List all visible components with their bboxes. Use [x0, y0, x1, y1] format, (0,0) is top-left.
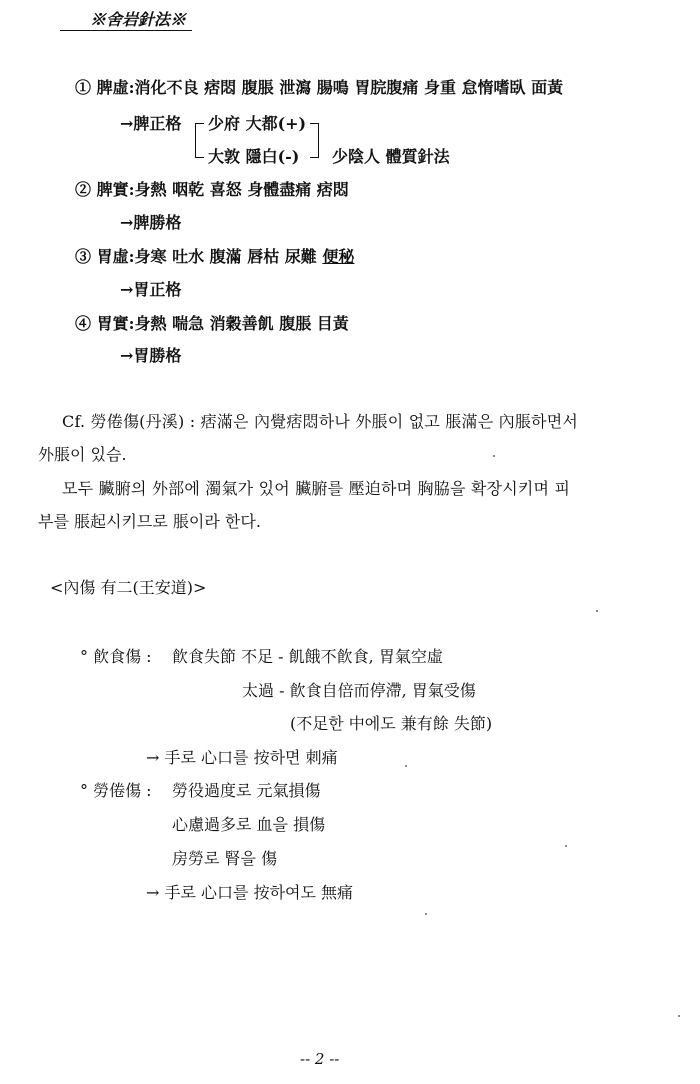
stomach-sheng: →胃勝格 — [120, 346, 182, 365]
yin-line-1: 飮食失節 不足 - 飢餓不飮食, 胃氣空虛 — [172, 647, 443, 666]
zheng-line-2: 大敦 隱白(-) — [208, 147, 300, 166]
item-symptoms: 身寒 吐水 腹滿 唇枯 尿難 — [134, 247, 317, 266]
yin-line-3: (不足한 中에도 兼有餘 失節) — [290, 714, 493, 733]
item-2 — [75, 182, 349, 198]
cf-line-3: 모두 臟腑의 外部에 濁氣가 있어 臟腑를 壓迫하며 胸脇을 확장시키며 피 — [62, 479, 571, 498]
spleen-sheng: →脾勝格 — [120, 213, 182, 232]
scan-speck — [405, 765, 407, 767]
yin-arrow: → 手로 心口를 按하면 刺痛 — [146, 748, 338, 767]
item-head: 脾虛: — [96, 78, 135, 97]
cf-line-4: 부를 脹起시키므로 脹이라 한다. — [38, 512, 261, 531]
zheng-line-1: 少府 大都(+) — [208, 114, 307, 133]
zheng-note: 少陰人 體質針法 — [332, 147, 450, 166]
item-head: 胃實: — [96, 314, 135, 333]
item-head: 脾實: — [96, 180, 135, 199]
cf-line-2: 外脹이 있슴. — [38, 445, 127, 464]
lao-line-2: 心慮過多로 血을 損傷 — [172, 815, 326, 834]
item-number: ③ — [75, 247, 92, 266]
inner-heading: <內傷 有二(王安道)> — [50, 578, 207, 597]
scan-speck — [493, 455, 495, 457]
item-number: ② — [75, 180, 92, 199]
right-bracket — [310, 123, 319, 158]
lao-head: ° 勞倦傷 : — [80, 781, 152, 800]
scan-speck — [678, 1015, 680, 1017]
yin-line-2: 太過 - 飮食自倍而停滯, 胃氣受傷 — [242, 681, 476, 700]
item-number: ① — [75, 78, 92, 97]
scan-speck — [565, 845, 567, 847]
spleen-zheng-label: →脾正格 — [120, 114, 182, 133]
page-number: -- 2 -- — [300, 1050, 340, 1068]
item-3 — [75, 249, 354, 265]
item-1 — [75, 80, 563, 96]
stomach-zheng: →胃正格 — [120, 280, 182, 299]
page-title: ※舍岩針法※ — [60, 12, 192, 31]
scan-speck — [596, 610, 598, 612]
lao-arrow: → 手로 心口를 按하여도 無痛 — [146, 883, 354, 902]
lao-line-3: 房勞로 腎을 傷 — [172, 849, 278, 868]
yin-head: ° 飮食傷 : — [80, 647, 152, 666]
item-symptoms: 消化不良 痞悶 腹脹 泄瀉 腸鳴 胃脘腹痛 身重 怠惰嗜臥 面黃 — [134, 78, 564, 97]
scan-speck — [425, 913, 427, 915]
item-symptoms: 身熱 喘急 消穀善飢 腹脹 目黃 — [134, 314, 349, 333]
item-symptoms: 身熱 咽乾 喜怒 身體盡痛 痞悶 — [134, 180, 349, 199]
lao-line-1: 勞役過度로 元氣損傷 — [172, 781, 321, 800]
left-bracket — [195, 123, 204, 158]
item-head: 胃虛: — [96, 247, 135, 266]
cf-line-1: Cf. 勞倦傷(丹溪) : 痞滿은 內覺痞悶하나 外脹이 없고 脹滿은 內脹하면서 — [62, 412, 579, 431]
item-symptom-underlined: 便秘 — [322, 247, 355, 266]
item-4 — [75, 316, 349, 332]
item-number: ④ — [75, 314, 92, 333]
